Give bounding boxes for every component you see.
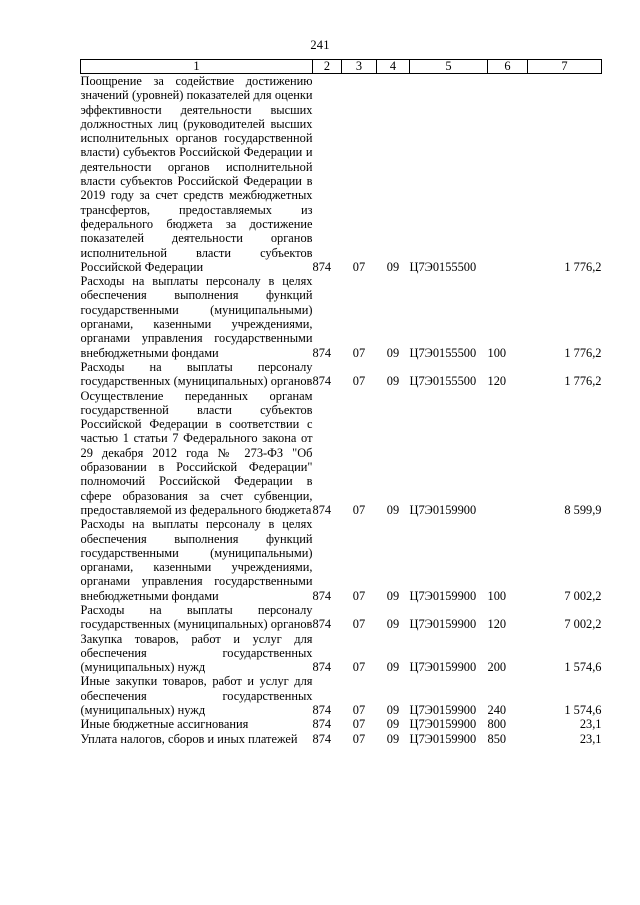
row-target-article: Ц7Э0159900 (409, 588, 477, 603)
row-ministry-code: 874 (312, 374, 332, 389)
row-name: Расходы на выплаты персоналу государственных (муниципальных) органов (80, 359, 313, 389)
row-subsection-code: 09 (386, 703, 400, 718)
row-target-article: Ц7Э0159900 (409, 617, 477, 632)
row-ministry-code: 874 (312, 617, 332, 632)
row-amount: 1 776,2 (564, 345, 602, 360)
row-target-article: Ц7Э0155500 (409, 345, 477, 360)
row-target-article: Ц7Э0159900 (409, 717, 477, 732)
row-target-article: Ц7Э0155500 (409, 374, 477, 389)
row-expense-type: 120 (487, 374, 507, 389)
row-amount: 1 574,6 (564, 703, 602, 718)
row-name: Закупка товаров, работ и услуг для обеспечения государственных (муниципальных) нужд (80, 631, 313, 675)
row-name: Расходы на выплаты персоналу в целях обеспечения выполнения функций государственными (муниципальными) органами, казенными учреждениями, органами управления государственными внебюджетными фондами (80, 517, 313, 603)
row-expense-type: 120 (487, 617, 507, 632)
row-ministry-code: 874 (312, 259, 332, 274)
row-subsection-code: 09 (386, 374, 400, 389)
row-amount: 8 599,9 (564, 502, 602, 517)
row-amount: 7 002,2 (564, 588, 602, 603)
row-name: Поощрение за содействие достижению значений (уровней) показателей для оценки эффективности деятельности высших должностных лиц (руководителей высших исполнительных органов государственной власти) субъектов Российской Федерации и деятельности органов исполнительной власти субъектов Российской Федерации в 2019 году за счет средств межбюджетных трансфертов, предоставляемых из федерального бюджета за достижение показателей деятельности органов исполнительной власти субъектов Российской Федерации (80, 74, 313, 274)
row-target-article: Ц7Э0155500 (409, 259, 477, 274)
row-ministry-code: 874 (312, 345, 332, 360)
row-section-code: 07 (352, 374, 366, 389)
table-row (81, 360, 602, 389)
row-section-code: 07 (352, 502, 366, 517)
row-section-code: 07 (352, 660, 366, 675)
table-row (81, 732, 602, 746)
table-row (81, 274, 602, 360)
row-amount: 1 776,2 (564, 374, 602, 389)
column-number-row (81, 60, 602, 74)
table-row (81, 717, 602, 731)
row-subsection-code: 09 (386, 502, 400, 517)
row-target-article: Ц7Э0159900 (409, 660, 477, 675)
row-name: Уплата налогов, сборов и иных платежей (80, 731, 298, 746)
row-subsection-code: 09 (386, 617, 400, 632)
row-section-code: 07 (352, 731, 366, 746)
row-ministry-code: 874 (312, 731, 332, 746)
row-expense-type: 200 (487, 660, 507, 675)
row-subsection-code: 09 (386, 660, 400, 675)
row-name: Иные бюджетные ассигнования (80, 717, 249, 732)
row-name: Осуществление переданных органам государственной власти субъектов Российской Федерации в соответствии с частью 1 статьи 7 Федерального закона от 29 декабря 2012 года № 273-ФЗ "Об образовании в Российской Федерации" полномочий Российской Федерации в сфере образования за счет субвенции, предоставляемой из федерального бюджета (80, 388, 313, 517)
row-subsection-code: 09 (386, 717, 400, 732)
row-name: Иные закупки товаров, работ и услуг для обеспечения государственных (муниципальных) нужд (80, 674, 313, 718)
table-row (81, 632, 602, 675)
column-header-section: 3 (342, 60, 377, 74)
row-amount: 1 574,6 (564, 660, 602, 675)
row-name: Расходы на выплаты персоналу государственных (муниципальных) органов (80, 602, 313, 632)
row-section-code: 07 (352, 617, 366, 632)
table-row (81, 74, 602, 275)
row-target-article: Ц7Э0159900 (409, 731, 477, 746)
row-target-article: Ц7Э0159900 (409, 502, 477, 517)
table-row (81, 389, 602, 518)
row-ministry-code: 874 (312, 703, 332, 718)
row-amount: 23,1 (579, 717, 602, 732)
row-subsection-code: 09 (386, 588, 400, 603)
row-expense-type (488, 389, 528, 518)
row-subsection-code: 09 (386, 731, 400, 746)
column-header-name: 1 (81, 60, 313, 74)
row-amount: 7 002,2 (564, 617, 602, 632)
row-section-code: 07 (352, 703, 366, 718)
row-amount: 1 776,2 (564, 259, 602, 274)
row-subsection-code: 09 (386, 259, 400, 274)
table-row (81, 603, 602, 632)
row-section-code: 07 (352, 259, 366, 274)
budget-table (80, 59, 602, 746)
column-header-target: 5 (410, 60, 488, 74)
row-ministry-code: 874 (312, 717, 332, 732)
column-header-ministry: 2 (313, 60, 342, 74)
table-body (81, 74, 602, 746)
page-number: 241 (310, 38, 330, 52)
table-row (81, 517, 602, 603)
row-ministry-code: 874 (312, 660, 332, 675)
row-ministry-code: 874 (312, 588, 332, 603)
row-section-code: 07 (352, 588, 366, 603)
row-target-article: Ц7Э0159900 (409, 703, 477, 718)
row-section-code: 07 (352, 717, 366, 732)
column-header-subsection: 4 (377, 60, 410, 74)
row-expense-type (488, 74, 528, 275)
row-name: Расходы на выплаты персоналу в целях обеспечения выполнения функций государственными (муниципальными) органами, казенными учреждениями, органами управления государственными внебюджетными фондами (80, 274, 313, 360)
row-expense-type: 240 (487, 703, 507, 718)
table-row (81, 674, 602, 717)
row-expense-type: 100 (487, 345, 507, 360)
row-expense-type: 850 (487, 731, 507, 746)
row-section-code: 07 (352, 345, 366, 360)
row-amount: 23,1 (579, 731, 602, 746)
column-header-expense-type: 6 (488, 60, 528, 74)
column-header-amount: 7 (528, 60, 602, 74)
table-header (81, 60, 602, 74)
row-expense-type: 100 (487, 588, 507, 603)
row-expense-type: 800 (487, 717, 507, 732)
row-ministry-code: 874 (312, 502, 332, 517)
row-subsection-code: 09 (386, 345, 400, 360)
